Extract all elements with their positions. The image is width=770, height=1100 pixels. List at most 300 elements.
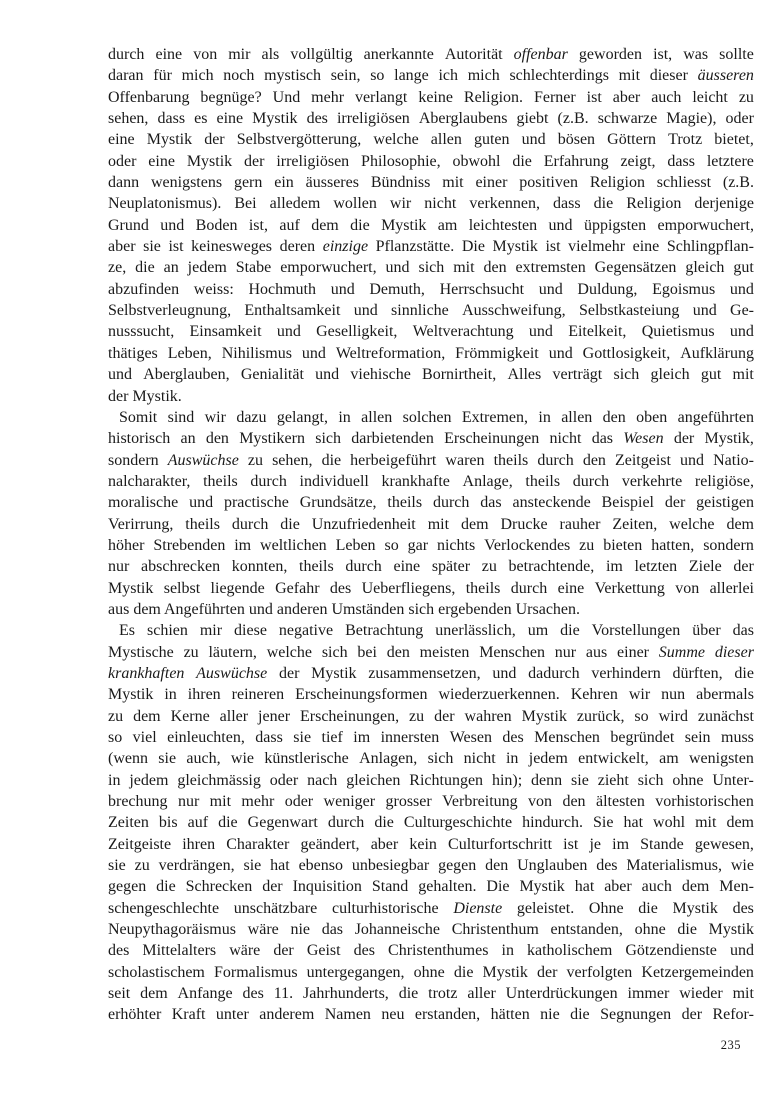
word: leichtesten — [468, 216, 538, 234]
word: weiss: — [193, 280, 234, 298]
word: wie — [230, 750, 255, 768]
word: zu — [579, 536, 595, 554]
word: nie — [290, 921, 310, 939]
word: unbesiegbar — [351, 857, 430, 875]
word: wieder — [679, 985, 723, 1003]
word: des — [306, 110, 328, 128]
word: gewesen, — [694, 835, 754, 853]
word: Unglauben — [517, 857, 588, 875]
word: allerlei — [709, 579, 754, 597]
word: nalcharakter, — [108, 472, 191, 490]
word: nun — [661, 686, 686, 704]
word: hindurch. — [522, 814, 583, 832]
word: tief — [321, 729, 343, 746]
word: den — [205, 430, 229, 448]
word: dass — [553, 195, 581, 213]
word: sie — [143, 238, 161, 256]
word: zu — [247, 451, 263, 469]
word: Ferner — [533, 88, 576, 106]
word: geistigen — [696, 494, 754, 512]
word: den — [483, 259, 507, 277]
word: in — [501, 942, 514, 960]
word: zu — [409, 707, 425, 725]
word: Natio- — [713, 451, 754, 469]
word: durch — [108, 46, 145, 63]
word: das — [732, 622, 754, 640]
word: dem — [311, 216, 339, 234]
word: Umständen — [331, 600, 405, 618]
text-line — [108, 599, 754, 620]
word: und — [548, 216, 573, 234]
word: Geselligkeit, — [316, 323, 398, 341]
word: mit — [618, 67, 641, 85]
word: die — [321, 451, 342, 469]
paragraph — [108, 407, 754, 620]
text-line — [108, 279, 754, 300]
emphasized-word: Auswüchse — [167, 451, 239, 469]
word: Christenthum — [451, 921, 539, 939]
word: Refor- — [712, 1006, 754, 1024]
word: letztere — [706, 152, 754, 170]
word: oder — [725, 110, 754, 128]
word: entwickelt, — [578, 750, 649, 768]
word: ihren — [187, 686, 221, 704]
word: mit — [695, 814, 717, 832]
word: hat — [623, 814, 644, 832]
word: so — [384, 536, 399, 554]
word: zieht — [597, 771, 629, 789]
word: zeigt, — [620, 152, 656, 170]
word: Grundsätze, — [299, 494, 377, 512]
text-line — [108, 321, 754, 342]
word: Namen — [324, 1006, 371, 1024]
word: sollte — [719, 46, 754, 63]
word: durch — [231, 515, 269, 533]
text-line — [108, 663, 754, 684]
word: für — [153, 67, 172, 85]
word: Beispiel — [601, 494, 654, 512]
emphasized-word: dieser — [714, 643, 754, 661]
word: hat — [270, 857, 290, 875]
word: weltlichen — [260, 536, 327, 554]
word: konnten, — [231, 558, 288, 576]
word: mir — [228, 46, 251, 63]
word: die — [374, 814, 394, 832]
word: Quietismus — [641, 323, 715, 341]
word: denn — [531, 771, 563, 789]
word: theils — [493, 451, 529, 469]
word: Neupythagoräismus — [108, 921, 236, 939]
word: aus — [108, 600, 130, 618]
word: mit — [732, 985, 754, 1003]
word: die — [593, 195, 614, 213]
word: Ursachen. — [515, 600, 581, 618]
word: so — [634, 707, 649, 725]
word: solchen — [402, 408, 452, 426]
word: rauher — [559, 515, 601, 533]
word: des — [108, 942, 130, 960]
word: schengeschlechte — [108, 899, 220, 917]
word: theils — [299, 558, 334, 576]
word: gleich — [650, 366, 690, 384]
emphasized-word: krankhaften — [108, 664, 185, 682]
word: Leben, — [167, 344, 212, 362]
word: Verirrung, — [108, 515, 174, 533]
word: wohl — [653, 814, 686, 832]
word: abzufinden — [108, 280, 180, 298]
word: Mystik — [108, 579, 154, 597]
word: (wenn — [108, 750, 148, 768]
word: eine — [155, 46, 183, 63]
word: gegen — [438, 857, 477, 875]
word: Bornirtheit, — [422, 366, 497, 384]
emphasized-word: Dienste — [453, 899, 503, 917]
word: so — [108, 729, 123, 746]
word: an — [180, 430, 196, 448]
word: entstanden, — [550, 921, 623, 939]
word: Geist — [306, 942, 341, 960]
word: und — [301, 344, 326, 362]
word: Die — [486, 878, 510, 896]
word: Die — [461, 238, 485, 256]
word: gut — [700, 366, 722, 384]
word: ohne — [634, 921, 666, 939]
word: Stande — [640, 835, 684, 853]
word: nur — [177, 793, 200, 811]
word: Selbstkasteiung — [578, 302, 680, 320]
word: künstlerische — [264, 750, 349, 768]
word: Mystikern — [239, 430, 305, 448]
word: die — [512, 152, 532, 170]
word: dem — [681, 878, 710, 896]
text-line — [108, 919, 754, 940]
word: und — [538, 280, 563, 298]
word: auf — [187, 814, 209, 832]
text-line — [108, 855, 754, 876]
word: gelangt, — [276, 408, 328, 426]
word: nur — [554, 643, 577, 661]
word: den — [485, 857, 509, 875]
word: erstanden, — [414, 1006, 481, 1024]
word: wenigsten — [688, 750, 754, 768]
word: innersten — [380, 729, 440, 746]
word: den — [582, 451, 606, 469]
word: Selbstvergötterung, — [236, 131, 362, 149]
emphasized-word: einzige — [322, 238, 369, 256]
word: Verkettung — [594, 579, 665, 597]
word: verkennen, — [469, 195, 540, 213]
word: welche — [373, 131, 419, 149]
word: diese — [234, 622, 267, 640]
word: und — [189, 494, 214, 512]
word: den — [602, 408, 626, 426]
word: hin); — [491, 771, 523, 789]
word: verlangt — [354, 88, 408, 106]
word: Autorität — [444, 46, 503, 63]
word: vollgültig — [290, 46, 353, 63]
word: Kehren — [570, 686, 618, 704]
word: um — [527, 622, 549, 640]
word: liegende — [210, 579, 265, 597]
word: zu — [183, 643, 199, 661]
word: keine — [418, 88, 453, 106]
word: üppigsten — [583, 216, 647, 234]
word: Magie), — [666, 110, 717, 128]
word: obwohl — [452, 152, 501, 170]
word: die — [135, 259, 155, 277]
word: Götzendienste — [625, 942, 717, 960]
word: Zeitgeist — [614, 451, 671, 469]
word: ist — [563, 835, 579, 853]
word: allen — [430, 131, 462, 149]
word: mir — [199, 622, 223, 640]
word: Demuth, — [369, 280, 425, 298]
word: Einsamkeit — [189, 323, 262, 341]
word: wenigstens — [150, 174, 223, 192]
word: und — [492, 664, 517, 682]
word: angeführten — [677, 408, 754, 426]
word: Und — [272, 88, 301, 106]
word: und — [108, 366, 132, 384]
text-line — [108, 556, 754, 577]
word: viehische — [350, 366, 411, 384]
word: Formalismus — [213, 963, 298, 981]
word: des — [732, 899, 754, 917]
word: äusseres — [305, 174, 359, 192]
word: ze, — [108, 259, 127, 277]
text-line — [108, 898, 754, 919]
word: abschrecken — [141, 558, 221, 576]
word: sehen, — [272, 451, 313, 469]
word: dem — [726, 515, 754, 533]
word: sie — [108, 857, 126, 875]
text-line — [108, 386, 754, 407]
text-line — [108, 791, 754, 812]
word: gehalten. — [418, 878, 477, 896]
word: sich — [315, 430, 341, 448]
word: sinnliche — [391, 302, 449, 320]
word: der — [273, 942, 294, 960]
word: Gegensätzen — [594, 259, 677, 277]
word: Es — [119, 622, 135, 640]
word: die — [280, 515, 300, 533]
word: höher — [108, 536, 145, 554]
word: dem — [460, 515, 489, 533]
word: sich — [418, 259, 445, 277]
word: schlechterdings — [509, 67, 609, 85]
word: der — [262, 878, 283, 896]
text-line — [108, 962, 754, 983]
word: Wesen — [449, 729, 492, 746]
text-line — [108, 983, 754, 1004]
word: Mystische — [108, 643, 174, 661]
word: oder — [108, 152, 137, 170]
word: schwarze — [597, 110, 658, 128]
word: meisten — [419, 643, 470, 661]
word: und — [330, 280, 355, 298]
word: das — [321, 921, 344, 939]
word: wir — [204, 408, 226, 426]
paragraph — [108, 620, 754, 1026]
word: selbst — [163, 579, 201, 597]
word: historisch — [108, 430, 171, 448]
word: der — [279, 664, 300, 682]
word: Bei — [234, 195, 257, 213]
word: ebenso — [298, 857, 343, 875]
word: wir — [389, 195, 412, 213]
word: theils — [465, 579, 501, 597]
word: sondern — [703, 536, 754, 554]
word: sich — [637, 771, 664, 789]
word: mich — [467, 67, 500, 85]
word: Strebenden — [153, 536, 226, 554]
word: die — [453, 963, 474, 981]
word: gegen — [108, 878, 147, 896]
word: dann — [108, 174, 140, 192]
word: Mystik — [521, 707, 567, 725]
word: mehr — [241, 793, 275, 811]
word: Religion. — [463, 88, 524, 106]
word: verträgt — [552, 366, 603, 384]
word: nach — [307, 771, 338, 789]
word: gleichen — [346, 771, 401, 789]
word: positiven — [519, 174, 578, 192]
word: Sie — [592, 814, 614, 832]
word: trotz — [428, 985, 458, 1003]
text-line — [108, 535, 754, 556]
word: Kerne — [170, 707, 210, 725]
word: und — [353, 302, 378, 320]
word: mehr — [311, 88, 345, 106]
word: die — [570, 1006, 590, 1024]
word: jedem — [129, 771, 169, 789]
word: zu — [738, 88, 754, 106]
word: Ketzergemeinden — [641, 963, 754, 981]
word: durch — [250, 472, 287, 490]
word: Segnungen — [600, 1006, 672, 1024]
word: vorhistorischen — [655, 793, 754, 811]
word: hatten, — [651, 536, 695, 554]
word: dazu — [236, 408, 267, 426]
word: anderen — [276, 600, 328, 618]
text-line — [108, 236, 754, 257]
text-line — [108, 940, 754, 961]
word: Menschen — [479, 643, 545, 661]
word: keinesweges — [191, 238, 273, 256]
word: Herrschsucht — [439, 280, 525, 298]
word: über — [692, 622, 721, 640]
word: wie — [730, 857, 754, 875]
word: der — [244, 152, 265, 170]
word: einer — [617, 643, 649, 661]
word: welche — [669, 515, 715, 533]
word: und — [521, 131, 546, 149]
word: Charakter — [226, 835, 290, 853]
word: Erscheinungen, — [300, 707, 400, 725]
word: weniger — [323, 793, 376, 811]
word: Culturgeschichte — [403, 814, 513, 832]
page-number: 235 — [720, 1038, 741, 1052]
word: die — [218, 814, 238, 832]
word: brechung — [108, 793, 168, 811]
word: alledem — [269, 195, 321, 213]
word: der — [664, 494, 686, 512]
word: und — [276, 323, 301, 341]
word: giebt — [516, 110, 549, 128]
word: im — [234, 536, 252, 554]
word: von — [675, 579, 700, 597]
word: (z.B. — [557, 110, 589, 128]
word: dem — [133, 707, 161, 725]
word: Mystik — [672, 899, 718, 917]
word: die — [734, 664, 754, 682]
text-line — [108, 129, 754, 150]
word: abermals — [696, 686, 754, 704]
word: Zeiten — [108, 814, 149, 832]
word: reineren — [231, 686, 285, 704]
word: der — [434, 707, 455, 725]
word: muss — [721, 729, 754, 746]
word: durch — [432, 494, 470, 512]
word: Mystik — [492, 238, 538, 256]
text-line — [108, 876, 754, 897]
word: theils — [387, 494, 423, 512]
word: sehen, — [108, 110, 149, 128]
word: aber — [604, 878, 632, 896]
word: dem — [726, 814, 754, 832]
text-line — [108, 492, 754, 513]
word: wiederzuerkennen. — [438, 686, 560, 704]
word: in — [108, 771, 121, 789]
word: wäre — [229, 942, 261, 960]
word: ist, — [653, 46, 673, 63]
text-line — [108, 684, 754, 705]
word: Aufklärung — [680, 344, 754, 362]
text-line — [108, 514, 754, 535]
word: zusammensetzen, — [368, 664, 481, 682]
text-line — [108, 108, 754, 129]
word: scholastischem — [108, 963, 205, 981]
word: mit — [209, 793, 232, 811]
word: durch — [327, 814, 365, 832]
word: der — [204, 131, 225, 149]
word: von — [193, 46, 218, 63]
word: Erfahrung — [543, 152, 609, 170]
word: sondern — [108, 451, 159, 469]
word: nichts — [436, 536, 476, 554]
word: läutern, — [208, 643, 257, 661]
word: dass — [157, 110, 186, 128]
word: sich — [408, 600, 435, 618]
word: des — [353, 942, 375, 960]
text-line — [108, 812, 754, 833]
word: vielmehr — [568, 238, 626, 256]
word: Mystik — [519, 878, 565, 896]
word: leicht — [692, 88, 728, 106]
word: was — [683, 46, 709, 63]
word: Ohne — [588, 899, 624, 917]
word: Mystik — [146, 131, 193, 149]
word: dass — [667, 152, 695, 170]
word: Extremen, — [461, 408, 529, 426]
emphasized-word: offenbar — [513, 46, 568, 63]
word: sind — [167, 408, 195, 426]
emphasized-word: Auswüchse — [196, 664, 268, 682]
word: der — [733, 558, 754, 576]
word: eine — [216, 110, 244, 128]
word: Ziele — [688, 558, 722, 576]
word: Verbreitung — [442, 793, 518, 811]
